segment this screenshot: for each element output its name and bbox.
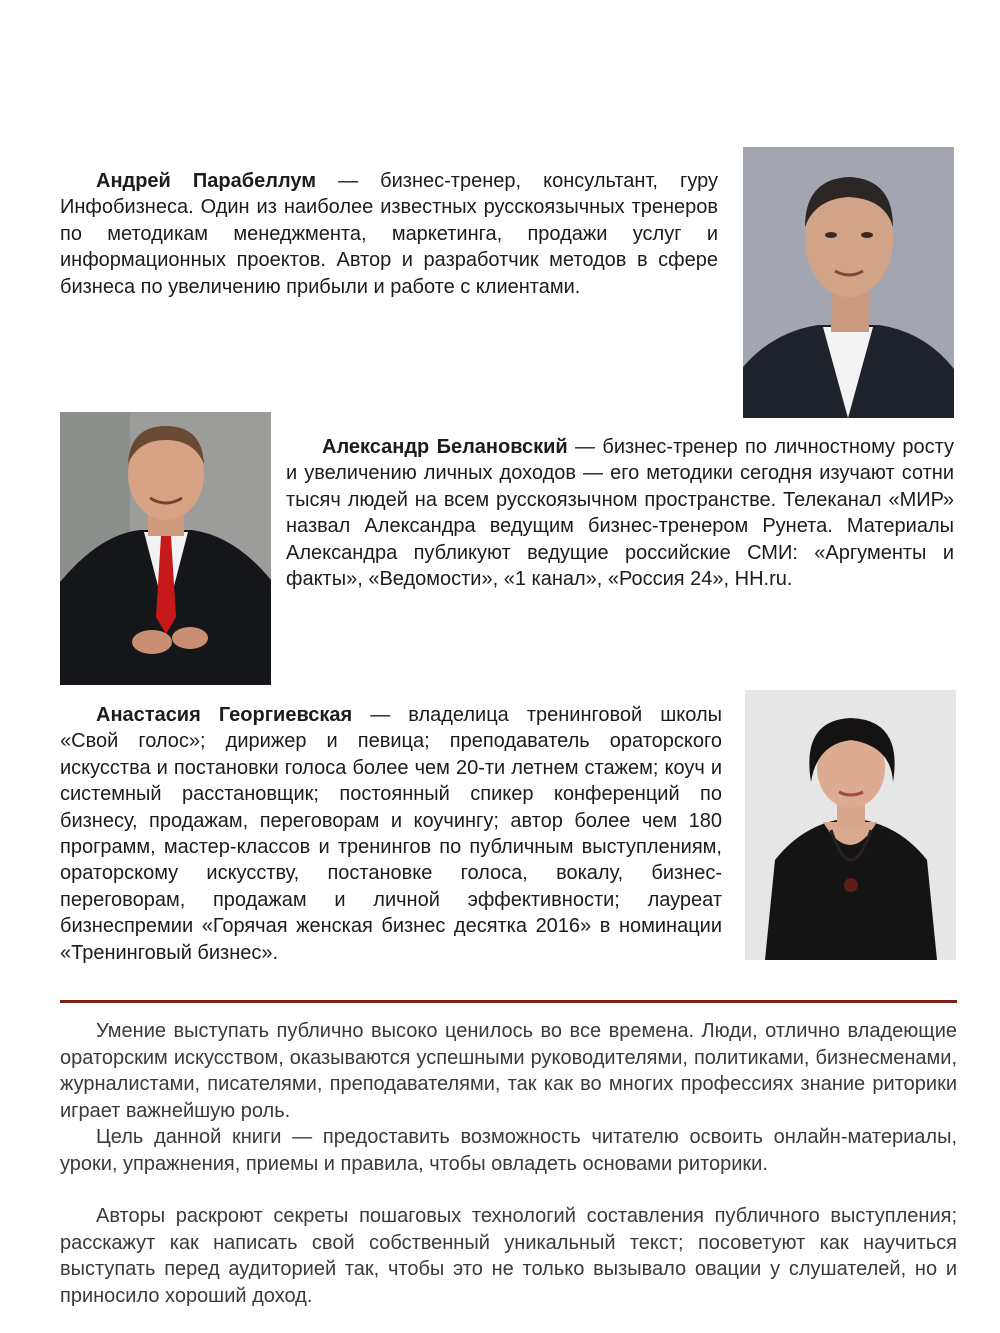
author-name: Александр Белановский bbox=[322, 436, 568, 458]
author-name: Андрей Парабеллум bbox=[96, 170, 317, 192]
intro-paragraph: Цель данной книги — предоставить возможность читателю освоить онлайн-материалы, уроки, упражнения, приемы и правила, чтобы овладеть основами риторики. bbox=[60, 1126, 957, 1175]
author-name: Анастасия Георгиевская bbox=[96, 704, 353, 726]
bio-parabellum bbox=[60, 168, 718, 300]
divider bbox=[60, 1000, 957, 1003]
intro-paragraph: Умение выступать публично высоко ценилось во все времена. Люди, отлично владеющие ораторским искусством, оказываются успешными руководителями, политиками, бизнесменами, журналистами, писателями, преподавателями, так как во многих профессиях знание риторики играет важнейшую роль. bbox=[60, 1020, 957, 1122]
bio-text: — бизнес-тренер по личностному росту и увеличению личных доходов — его методики сегодня изучают сотни тысяч людей на всем русскоязычном пространстве. Телеканал «МИР» назвал Александра ведущим бизнес-тренером Рунета. Материалы Александра публикуют ведущие российские СМИ: «Аргументы и факты», «Ведомости», «1 канал», «Россия 24», HH.ru. bbox=[286, 436, 955, 591]
bio-text: — бизнес-тренер, консультант, гуру Инфобизнеса. Один из наиболее известных русскоязычных тренеров по методикам менеджмента, маркетинга, продажи услуг и информационных проектов. Автор и разработчик методов в сфере бизнеса по увеличению прибыли и работе с клиентами. bbox=[60, 170, 718, 298]
bio-belanovsky bbox=[286, 434, 954, 592]
bio-georgievskaya bbox=[60, 702, 722, 966]
photo-georgievskaya bbox=[745, 690, 956, 960]
photo-parabellum bbox=[743, 147, 954, 418]
bio-text: — владелица тренинговой школы «Свой голос»; дирижер и певица; преподаватель ораторского искусства и постановки голоса более чем 20-ти летнем стажем; коуч и системный расстановщик; постоянный спикер конференций по бизнесу, продажам, переговорам и коучингу; автор более чем 180 программ, мастер-классов и тренингов по публичным выступлениям, ораторскому искусству, постановке голоса, вокалу, бизнес-переговорам, продажам и личной эффективности; лауреат бизнеспремии «Горячая женская бизнес десятка 2016» в номинации «Тренинговый бизнес». bbox=[60, 704, 722, 964]
photo-belanovsky bbox=[60, 412, 271, 685]
intro-paragraph: Авторы раскроют секреты пошаговых технологий составления публичного выступления; расскажут как написать свой собственный уникальный текст; посоветуют как научиться выступать перед аудиторией так, чтобы это не только вызывало овации у слушателей, но и приносило хороший доход. bbox=[60, 1205, 957, 1307]
